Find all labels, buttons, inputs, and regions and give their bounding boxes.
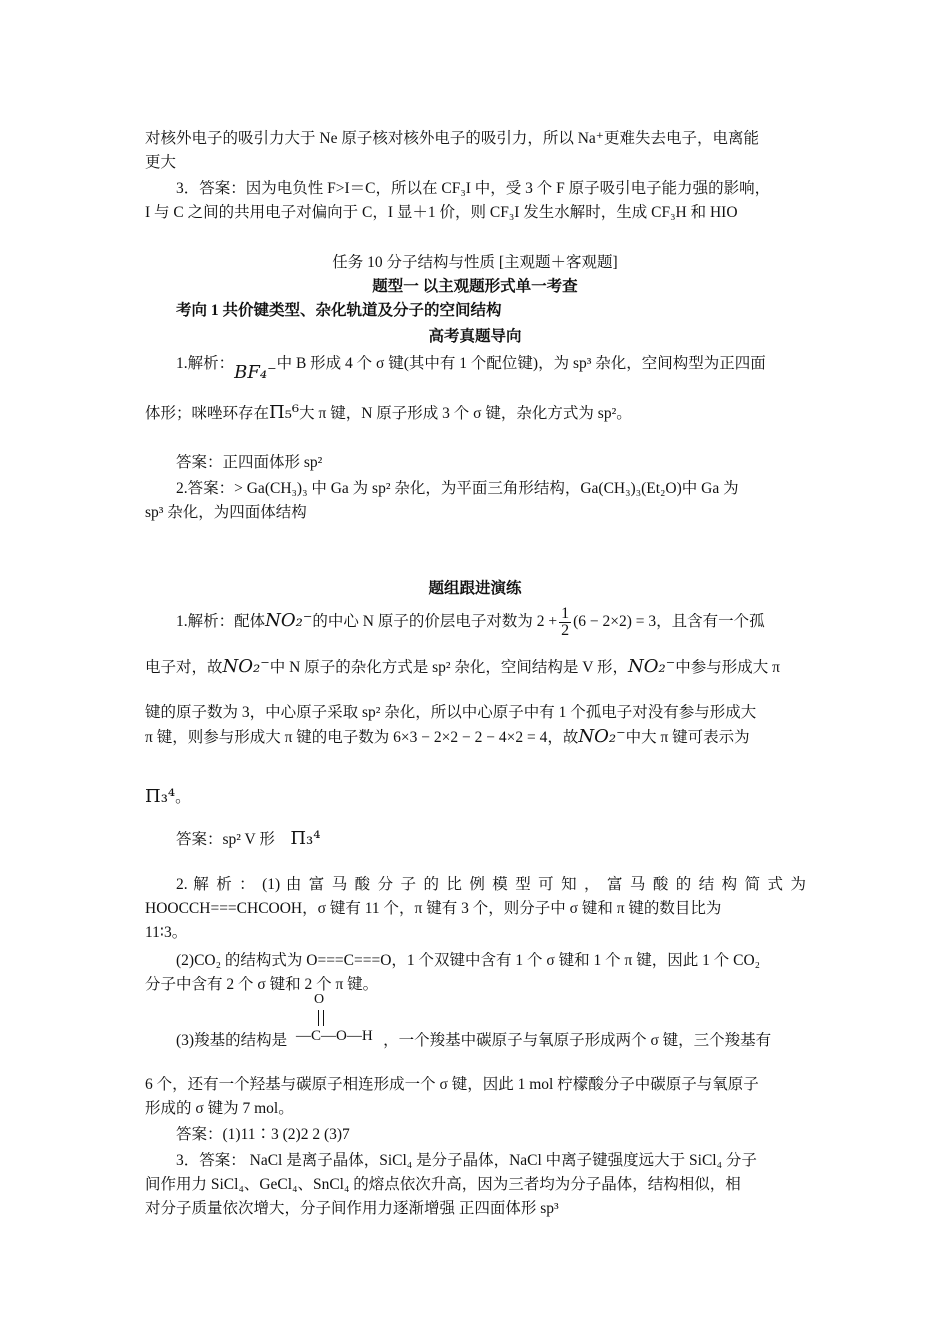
analysis-1-line1: 1.解析：BF₄⁻中 B 形成 4 个 σ 键(其中有 1 个配位键)，为 sp³ 杂化，空间构型为正四面 (176, 355, 766, 383)
answer-3-line1: 3．答案：因为电负性 F>I＝C，所以在 CF₃I 中，受 3 个 F 原子吸引电子能力强的影响， (176, 180, 771, 197)
practice-2-line4: (2)CO₂ 的结构式为 O===C===O，1 个双键中含有 1 个 σ 键和 1 个 π 键，因此 1 个 CO₂ (176, 952, 761, 969)
practice-3-line1: 3．答案： NaCl 是离子晶体，SiCl₄ 是分子晶体，NaCl 中离子键强度远大于 SiCl₄ 分子 (176, 1152, 757, 1169)
no2-formula: NO₂⁻ (578, 726, 626, 747)
direction-title: 考向 1 共价键类型、杂化轨道及分子的空间结构 (176, 302, 502, 319)
practice-1-line4: π 键，则参与形成大 π 键的电子数为 6×3 − 2×2 − 2 − 4×2 = 4，故NO₂⁻中大 π 键可表示为 (145, 726, 750, 747)
no2-formula: NO₂⁻ (222, 656, 270, 677)
practice-2-line6: (3)羧基的结构是 ，一个羧基中碳原子与氧原子形成两个 σ 键，三个羧基有 (176, 1032, 772, 1049)
practice-1-line5: Π₃⁴。 (145, 786, 191, 807)
text-line: 对核外电子的吸引力大于 Ne 原子核对核外电子的吸引力，所以 Na⁺更难失去电子，电离能 (145, 130, 759, 147)
practice-2-line8: 形成的 σ 键为 7 mol。 (145, 1100, 294, 1117)
section-title: 高考真题导向 (428, 328, 522, 345)
answer-2-line2: sp³ 杂化，为四面体结构 (145, 504, 307, 521)
practice-3-line2: 间作用力 SiCl₄、GeCl₄、SnCl₄ 的熔点依次升高，因为三者均为分子晶体，结构相似，相 (145, 1176, 741, 1193)
practice-2-line7: 6 个，还有一个羟基与碳原子相连形成一个 σ 键，因此 1 mol 柠檬酸分子中碳原子与氧原子 (145, 1076, 759, 1093)
text-line: 更大 (145, 154, 177, 171)
no2-formula: NO₂⁻ (628, 656, 676, 677)
practice-2-line2: HOOCCH===CHCOOH，σ 键有 11 个，π 键有 3 个，则分子中 σ 键和 π 键的数目比为 (145, 900, 722, 917)
pi-bond-formula: Π₃⁴ (290, 828, 321, 849)
task-title: 任务 10 分子结构与性质 [主观题＋客观题] (332, 254, 618, 271)
section-title: 题组跟进演练 (428, 580, 522, 597)
analysis-1-line2: 体形；咪唑环存在Π₅⁶大 π 键，N 原子形成 3 个 σ 键，杂化方式为 sp²。 (145, 402, 632, 423)
practice-1-line1: 1.解析：配体NO₂⁻的中心 N 原子的价层电子对数为 2 + $\frac{1}{2}$ (6 − 2×2) = 3，且含有一个孤 (176, 605, 765, 639)
answer-2-line1: 2.答案：> Ga(CH₃)₃ 中 Ga 为 sp² 杂化，为平面三角形结构，Ga(CH₃)₃(Et₂O)中 Ga 为 (176, 480, 739, 497)
double-bond (318, 1010, 324, 1026)
answer-practice-2: 答案：(1)11∶3 (2)2 2 (3)7 (176, 1126, 350, 1143)
type-title: 题型一 以主观题形式单一考查 (372, 278, 578, 295)
practice-3-line3: 对分子质量依次增大，分子间作用力逐渐增强 正四面体形 sp³ (145, 1200, 559, 1217)
practice-1-line3: 键的原子数为 3，中心原子采取 sp² 杂化，所以中心原子中有 1 个孤电子对没有参与形成大 (145, 704, 757, 721)
carboxyl-structure (296, 990, 396, 1050)
pi-bond-formula: Π₃⁴ (145, 786, 176, 807)
pi-bond-formula: Π₅⁶ (269, 402, 300, 423)
practice-2-line3: 11∶3。 (145, 924, 188, 941)
fraction: $\frac{1}{2}$ (561, 605, 570, 639)
bf4-formula: BF₄⁻ (234, 362, 277, 383)
no2-formula: NO₂⁻ (265, 610, 313, 632)
carboxyl-chain: —C—O—H (296, 1028, 373, 1044)
practice-1-line2: 电子对，故NO₂⁻中 N 原子的杂化方式是 sp² 杂化，空间结构是 V 形，NO₂⁻中参与形成大 π (145, 656, 780, 677)
answer-3-line2: I 与 C 之间的共用电子对偏向于 C，I 显＋1 价，则 CF₃I 发生水解时，生成 CF₃H 和 HIO (145, 204, 738, 221)
answer-1: 答案：正四面体形 sp² (176, 454, 323, 471)
carboxyl-oxygen: O (314, 992, 325, 1007)
answer-practice-1: 答案：sp² V 形 Π₃⁴ (176, 828, 321, 849)
practice-2-line1: 2. 解 析 ： (1) 由 富 马 酸 分 子 的 比 例 模 型 可 知 ， 富 马 酸 的 结 构 简 式 为 (176, 876, 806, 893)
practice-2-line5: 分子中含有 2 个 σ 键和 2 个 π 键。 (145, 976, 379, 993)
